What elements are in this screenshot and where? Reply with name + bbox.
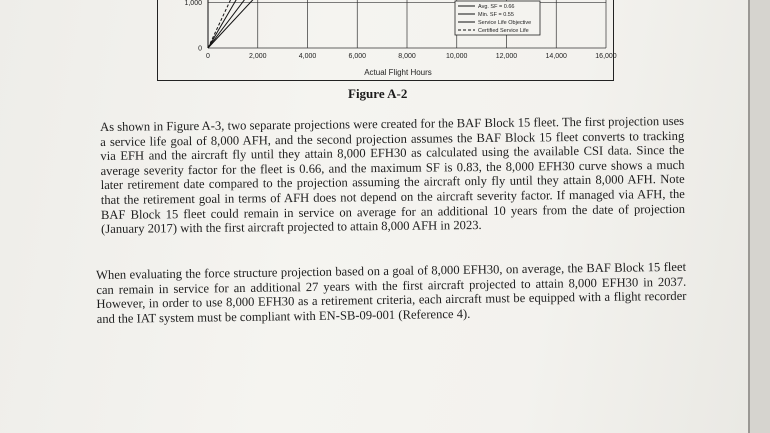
- y-tick-label: 0: [198, 45, 202, 53]
- page-background: [750, 0, 770, 433]
- figure-frame: [157, 0, 617, 81]
- x-tick-label: 4,000: [298, 53, 317, 60]
- x-tick-label: 12,000: [495, 53, 518, 60]
- legend-entry: Min. SF = 0.55: [478, 12, 514, 18]
- x-tick-label: 2,000: [248, 53, 267, 60]
- paragraph-1: As shown in Figure A-3, two separate projections were created for the BAF Block 15 fleet. The first projection uses a service life goal of 8,000 AFH, and the second projection assumes the BAF Block 15 fleet converts to tracking via EFH and the aircraft fly until they attain 8,000 EFH30 as calculated using the available CSI data. Since the average severity factor for the fleet is 0.66, and the maximum SF is 0.83, the 8,000 EFH30 curve shows a much later retirement date compared to the projection assuming the aircraft only fly until they attain 8,000 AFH. Note that the retirement goal in terms of AFH does not depend on the aircraft severity factor. If managed via AFH, the BAF Block 15 fleet could remain in service on average for an additional 10 years from the date of projection (January 2017) with the first aircraft projected to attain 8,000 AFH in 2023.: [100, 113, 686, 237]
- figure-caption: Figure A-2: [348, 86, 408, 101]
- x-tick-label: 16,000: [595, 53, 617, 60]
- x-tick-label: 6,000: [348, 53, 367, 60]
- x-tick-label: 14,000: [545, 53, 567, 60]
- legend-entry: Avg. SF = 0.66: [478, 4, 515, 10]
- series-line: [208, 0, 265, 48]
- chart-ticks: [184, 0, 616, 60]
- chart-legend: [455, 1, 540, 35]
- legend-entry: Service Life Objective: [478, 20, 532, 26]
- chart-grid: [208, 0, 606, 48]
- x-tick-label: 8,000: [398, 53, 416, 60]
- chart-series: [208, 0, 265, 48]
- x-axis-label: Actual Flight Hours: [364, 68, 432, 77]
- y-tick-label: 1,000: [184, 0, 202, 7]
- x-tick-label: 10,000: [446, 53, 468, 60]
- paragraph-2: When evaluating the force structure projection based on a goal of 8,000 EFH30, on average, the BAF Block 15 fleet can remain in service for an additional 27 years with the first aircraft projected to attain 8,000 EFH30 in 2037. However, in order to use 8,000 EFH30 as a retirement criteria, each aircraft must be equipped with a flight recorder and the IAT system must be compliant with EN-SB-09-001 (Reference 4).: [96, 259, 687, 326]
- legend-entry: Certified Service Life: [478, 28, 529, 34]
- flight-hours-chart: [158, 0, 617, 80]
- x-tick-label: 0: [206, 53, 210, 60]
